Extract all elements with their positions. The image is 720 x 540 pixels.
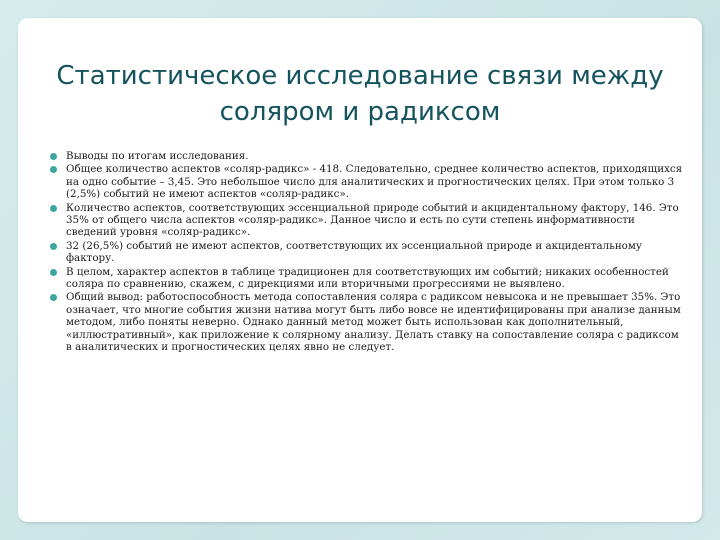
list-item — [46, 240, 686, 265]
slide-title — [40, 58, 680, 130]
bullet-icon — [50, 269, 57, 276]
list-item-text: Выводы по итогам исследования. — [66, 150, 249, 162]
bullet-icon — [50, 205, 57, 212]
list-item-text: Общее количество аспектов «соляр-радикс» - 418. Следовательно, среднее количество аспектов, приходящихся на одно событие – 3,45. Это небольшое число для аналитических и прогностических целях. При этом только 3 (2,5%) событий не имеют аспектов «соляр-радикс». — [66, 163, 683, 201]
list-item-text: Количество аспектов, соответствующих эссенциальной природе событий и акцидентальному фактору, 146. Это 35% от общего числа аспектов «соляр-радикс». Данное число и есть по сути степень информативности сведений уровня «соляр-радикс». — [66, 201, 679, 239]
list-item — [46, 163, 686, 200]
bullet-list — [46, 150, 686, 355]
bullet-icon — [50, 153, 57, 160]
title-line: соляром и радиксом — [219, 97, 501, 127]
bullet-icon — [50, 166, 57, 173]
bullet-icon — [50, 294, 57, 301]
list-item — [46, 291, 686, 353]
title-line: Статистическое исследование связи между — [56, 61, 664, 91]
list-item — [46, 202, 686, 239]
bullet-icon — [50, 243, 57, 250]
list-item-text: В целом, характер аспектов в таблице традиционен для соответствующих им событий; никаких особенностей соляра по сравнению, скажем, с дирекциями или вторичными прогрессиями не выявлено. — [66, 265, 669, 291]
list-item — [46, 266, 686, 291]
list-item — [46, 150, 686, 162]
list-item-text: Общий вывод: работоспособность метода сопоставления соляра с радиксом невысока и не превышает 35%. Это означает, что многие события жизни натива могут быть либо вовсе не идентифицированы при анализе данным методом, либо поняты неверно. Однако данный метод может быть использован как дополнительный, «иллюстративный», как приложение к солярному анализу. Делать ставку на сопоставление соляра с радиксом в аналитических и прогностических целях явно не следует. — [66, 291, 681, 354]
list-item-text: 32 (26,5%) событий не имеют аспектов, соответствующих их эссенциальной природе и акцидентальному фактору. — [66, 239, 642, 265]
